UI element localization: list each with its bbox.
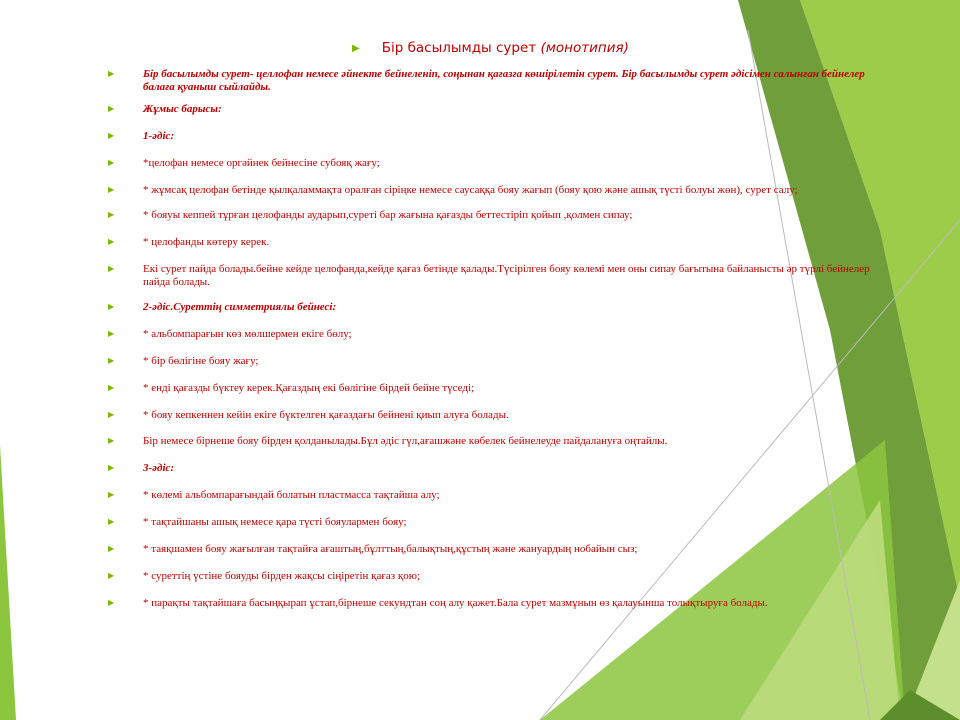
bullet-arrow-icon: ▶ [108, 131, 115, 140]
list-item-text: 3-әдіс: [143, 462, 175, 474]
list-item [106, 489, 876, 502]
list-item [106, 462, 876, 475]
list-item [106, 328, 876, 341]
bullet-arrow-icon: ▶ [108, 237, 115, 246]
list-item-text: * бір бөлігіне бояу жағу; [143, 355, 259, 367]
bullet-arrow-icon: ▶ [108, 104, 115, 113]
bullet-arrow-icon: ▶ [108, 436, 115, 445]
list-item-text: Екі сурет пайда болады.бейне кейде целофанда,кейде қағаз бетінде қалады.Түсірілген бояу көлемі мен оны сипау бағытына байланысты әр түрлі бейнелер пайда болады. [143, 263, 870, 288]
bullet-arrow-icon: ▶ [108, 463, 115, 472]
list-item [106, 516, 876, 529]
list-item [106, 301, 876, 314]
bullet-arrow-icon: ▶ [108, 185, 115, 194]
list-item-text: 1-әдіс: [143, 130, 175, 142]
list-item-text: * тақтайшаны ашық немесе қара түсті бояулармен бояу; [143, 516, 407, 528]
list-item [106, 236, 876, 249]
bullet-arrow-icon: ▶ [108, 410, 115, 419]
list-item-text: * көлемі альбомпарағындай болатын пластмасса тақтайша алу; [143, 489, 440, 501]
list-item-text: * жұмсақ целофан бетінде қылқаламмақта оралған сіріңке немесе саусаққа бояу жағып (бояу қою және ашық түсті болуы жөн), сурет салу; [143, 184, 798, 196]
bullet-arrow-icon: ▶ [108, 158, 115, 167]
bullet-arrow-icon: ▶ [108, 210, 115, 219]
bullet-arrow-icon: ▶ [108, 302, 115, 311]
bullet-arrow-icon: ▶ [108, 329, 115, 338]
list-item-text: * енді қағазды бүктеу керек.Қағаздың екі бөлігіне бірдей бейне түседі; [143, 382, 475, 394]
list-item [106, 543, 876, 556]
slide-title [352, 40, 629, 56]
list-item [106, 103, 876, 116]
list-item [106, 435, 876, 448]
list-item-text: 2-әдіс.Суреттің симметриялы бейнесі: [143, 301, 337, 313]
list-item-text: * целофанды көтеру керек. [143, 236, 270, 248]
bullet-arrow-icon: ▶ [108, 69, 115, 78]
list-item-text: * парақты тақтайшаға басыңқырап ұстап,бірнеше секундтан соң алу қажет.Бала сурет мазмұнын өз қалауынша толықтыруға болады. [143, 597, 768, 609]
left-green-sliver [0, 445, 16, 720]
list-item-text: Бір басылымды сурет- целлофан немесе әйнекте бейнеленіп, соңынан қағазға көшірілетін сурет. Бір басылымды сурет әдісімен салынған бейнелер балаға қуаныш сыйлайды. [143, 68, 865, 93]
list-item-text: Жұмыс барысы: [143, 103, 222, 115]
list-item-text: * суреттің үстіне бояуды бірден жақсы сіңіретін қағаз қою; [143, 570, 421, 582]
bullet-arrow-icon: ▶ [108, 517, 115, 526]
list-item [106, 68, 876, 94]
bullet-arrow-icon: ▶ [108, 264, 115, 273]
bullet-arrow-icon: ▶ [108, 356, 115, 365]
list-item [106, 130, 876, 143]
list-item [106, 157, 876, 170]
list-item [106, 184, 876, 197]
bullet-arrow-icon: ▶ [108, 383, 115, 392]
list-item-text: * альбомпарағын көз мөлшермен екіге бөлу; [143, 328, 352, 340]
list-item-text: * бояуы кеппей тұрған целофанды аударып,суреті бар жағына қағазды беттестіріп қойып ,қолмен сипау; [143, 209, 633, 221]
list-item [106, 355, 876, 368]
bullet-arrow-icon: ▶ [108, 571, 115, 580]
bullet-arrow-icon: ▶ [108, 490, 115, 499]
title-main: Бір басылымды сурет [381, 40, 537, 56]
list-item [106, 209, 876, 222]
title-bullet-icon: ▶ [352, 43, 360, 54]
list-item-text: * бояу кепкеннен кейін екіге бүктелген қағаздағы бейнені қиып алуға болады. [143, 409, 509, 421]
list-item [106, 382, 876, 395]
list-item [106, 263, 876, 289]
list-item-text: *целофан немесе оргәйнек бейнесіне субояқ жағу; [143, 157, 380, 169]
bullet-arrow-icon: ▶ [108, 544, 115, 553]
title-subtitle: (монотипия) [540, 40, 629, 56]
content-list [106, 68, 876, 610]
list-item-text: Бір немесе бірнеше бояу бірден қолданылады.Бұл әдіс гүл,ағашжәне көбелек бейнелеуде пайдалануға оңтайлы. [143, 435, 668, 447]
list-item [106, 570, 876, 583]
list-item-text: * таяқшамен бояу жағылған тақтайға ағаштың,бұлттың,балықтың,құстың және жануардың нобайын сыз; [143, 543, 638, 555]
list-item [106, 409, 876, 422]
list-item [106, 597, 876, 610]
bullet-arrow-icon: ▶ [108, 598, 115, 607]
